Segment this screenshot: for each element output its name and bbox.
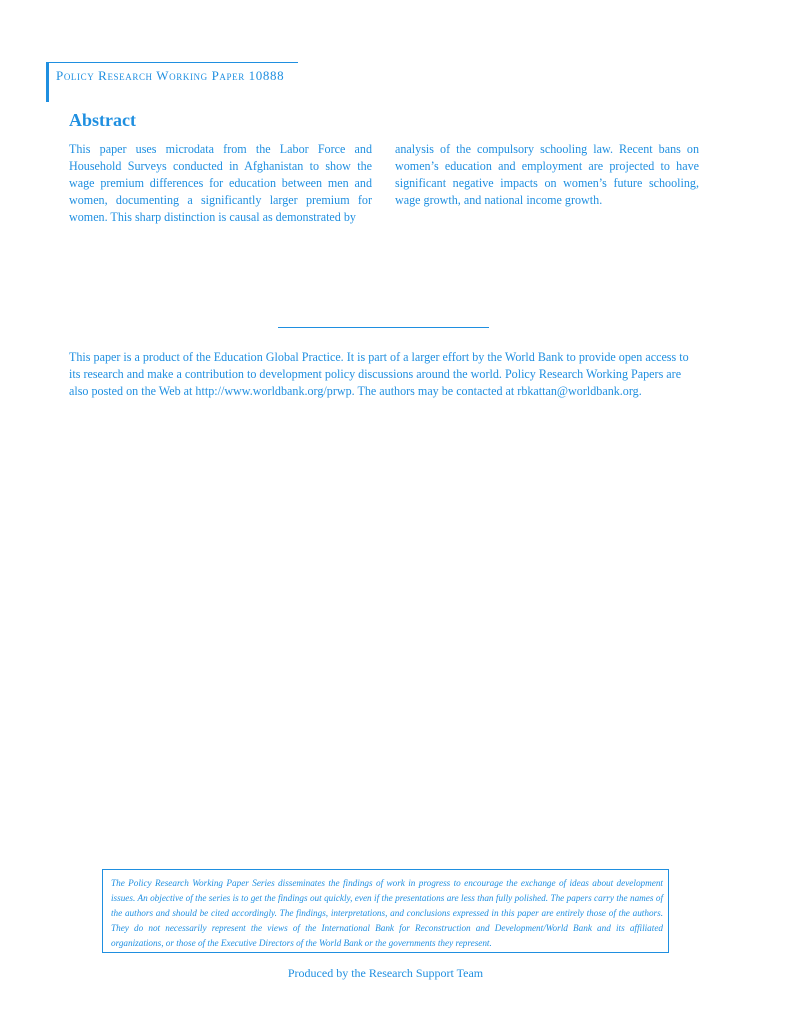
series-accent-bar (46, 62, 49, 102)
produced-by-footer: Produced by the Research Support Team (287, 966, 484, 980)
abstract-text-left-column: This paper uses microdata from the Labor Force and Household Surveys conducted in Afghanistan to show the wage premium differences for education between men and women, documenting a significantly larger premium for women. This sharp distinction is causal as demonstrated by (69, 142, 372, 224)
section-divider (278, 327, 489, 328)
product-note: This paper is a product of the Education Global Practice. It is part of a larger effort by the World Bank to provide open access to its research and make a contribution to development policy discussions around the world. Policy Research Working Papers are also posted on the Web at http://www.worldbank.org/prwp. The authors may be contacted at rbkattan@worldbank.org. (69, 350, 689, 398)
series-title: Policy Research Working Paper 10888 (56, 68, 285, 83)
disclaimer-box (102, 869, 669, 953)
abstract-heading: Abstract (69, 110, 136, 130)
abstract-text-right-column: analysis of the compulsory schooling law. Recent bans on women’s education and employment are projected to have significant negative impacts on women’s future schooling, wage growth, and national income growth. (395, 142, 699, 207)
disclaimer-text: The Policy Research Working Paper Series disseminates the findings of work in progress to encourage the exchange of ideas about development issues. An objective of the series is to get the findings out quickly, even if the presentations are less than fully polished. The papers carry the names of the authors and should be cited accordingly. The findings, interpretations, and conclusions expressed in this paper are entirely those of the authors. They do not necessarily represent the views of the International Bank for Reconstruction and Development/World Bank and its affiliated organizations, or those of the Executive Directors of the World Bank or the governments they represent. (111, 878, 663, 948)
series-top-rule (46, 62, 298, 63)
